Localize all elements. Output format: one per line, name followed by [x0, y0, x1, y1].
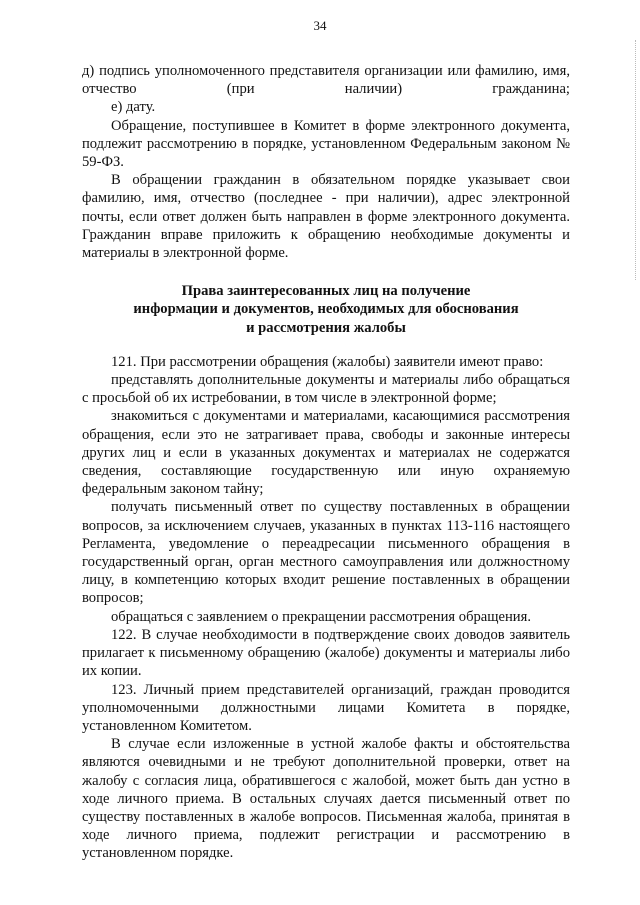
heading-line-2: информации и документов, необходимых для обоснования	[133, 301, 519, 318]
page-number: 34	[313, 18, 327, 33]
document-body	[82, 62, 570, 863]
paragraph-signature: д) подпись уполномоченного представителя организации или фамилию, имя, отчество (при наличии) гражданина;	[82, 63, 570, 98]
paragraph-right-answer: получать письменный ответ по существу поставленных в обращении вопросов, за исключением случаев, указанных в пунктах 113-116 настоящего Регламента, уведомление о переадресации письменного обращения в государственный орган, орган местного самоуправления или должностному лицу, в компетенцию которых входит решение поставленных в обращении вопросов;	[82, 499, 570, 607]
paragraph-electronic-document: Обращение, поступившее в Комитет в форме электронного документа, подлежит рассмотрению в порядке, установленном Федеральным законом № 59-ФЗ.	[82, 117, 570, 171]
heading-line-1: Права заинтересованных лиц на получение	[181, 283, 471, 300]
paragraph-right-terminate: обращаться с заявлением о прекращении рассмотрения обращения.	[111, 608, 531, 625]
section-heading	[82, 282, 570, 337]
paragraph-122: 122. В случае необходимости в подтверждение своих доводов заявитель прилагает к письменному обращению (жалобе) документы и материалы либо их копии.	[82, 626, 570, 680]
paragraph-121: 121. При рассмотрении обращения (жалобы) заявители имеют право:	[111, 353, 544, 370]
paragraph-123: 123. Личный прием представителей организаций, граждан проводится уполномоченными должностными лицами Комитета в порядке, установленном Комитетом.	[82, 681, 570, 734]
paragraph-oral-complaint: В случае если изложенные в устной жалобе факты и обстоятельства являются очевидными и не требуют дополнительной проверки, ответ на жалобу с согласия лица, обратившегося с жалобой, может быть дан устно в ходе личного приема. В остальных случаях дается письменный ответ по существу поставленных в жалобе вопросов. Письменная жалоба, принятая в ходе личного приема, подлежит регистрации и рассмотрению в установленном порядке.	[82, 736, 570, 862]
paragraph-citizen-requirements: В обращении гражданин в обязательном порядке указывает свои фамилию, имя, отчество (последнее - при наличии), адрес электронной почты, если ответ должен быть направлен в форме электронного документа. Гражданин вправе приложить к обращению необходимые документы и материалы в электронной форме.	[82, 172, 570, 262]
scan-edge-marks	[631, 40, 636, 280]
paragraph-date: е) дату.	[111, 99, 156, 116]
paragraph-right-review: знакомиться с документами и материалами, касающимися рассмотрения обращения, если это не затрагивает права, свободы и законные интересы других лиц и если в указанных документах и материалах не содержатся сведения, составляющие государственную или иную охраняемую федеральным законом тайну;	[82, 408, 570, 498]
paragraph-right-submit: представлять дополнительные документы и материалы либо обращаться с просьбой об их истребовании, в том числе в электронной форме;	[82, 372, 570, 407]
heading-line-3: и рассмотрения жалобы	[246, 319, 406, 336]
